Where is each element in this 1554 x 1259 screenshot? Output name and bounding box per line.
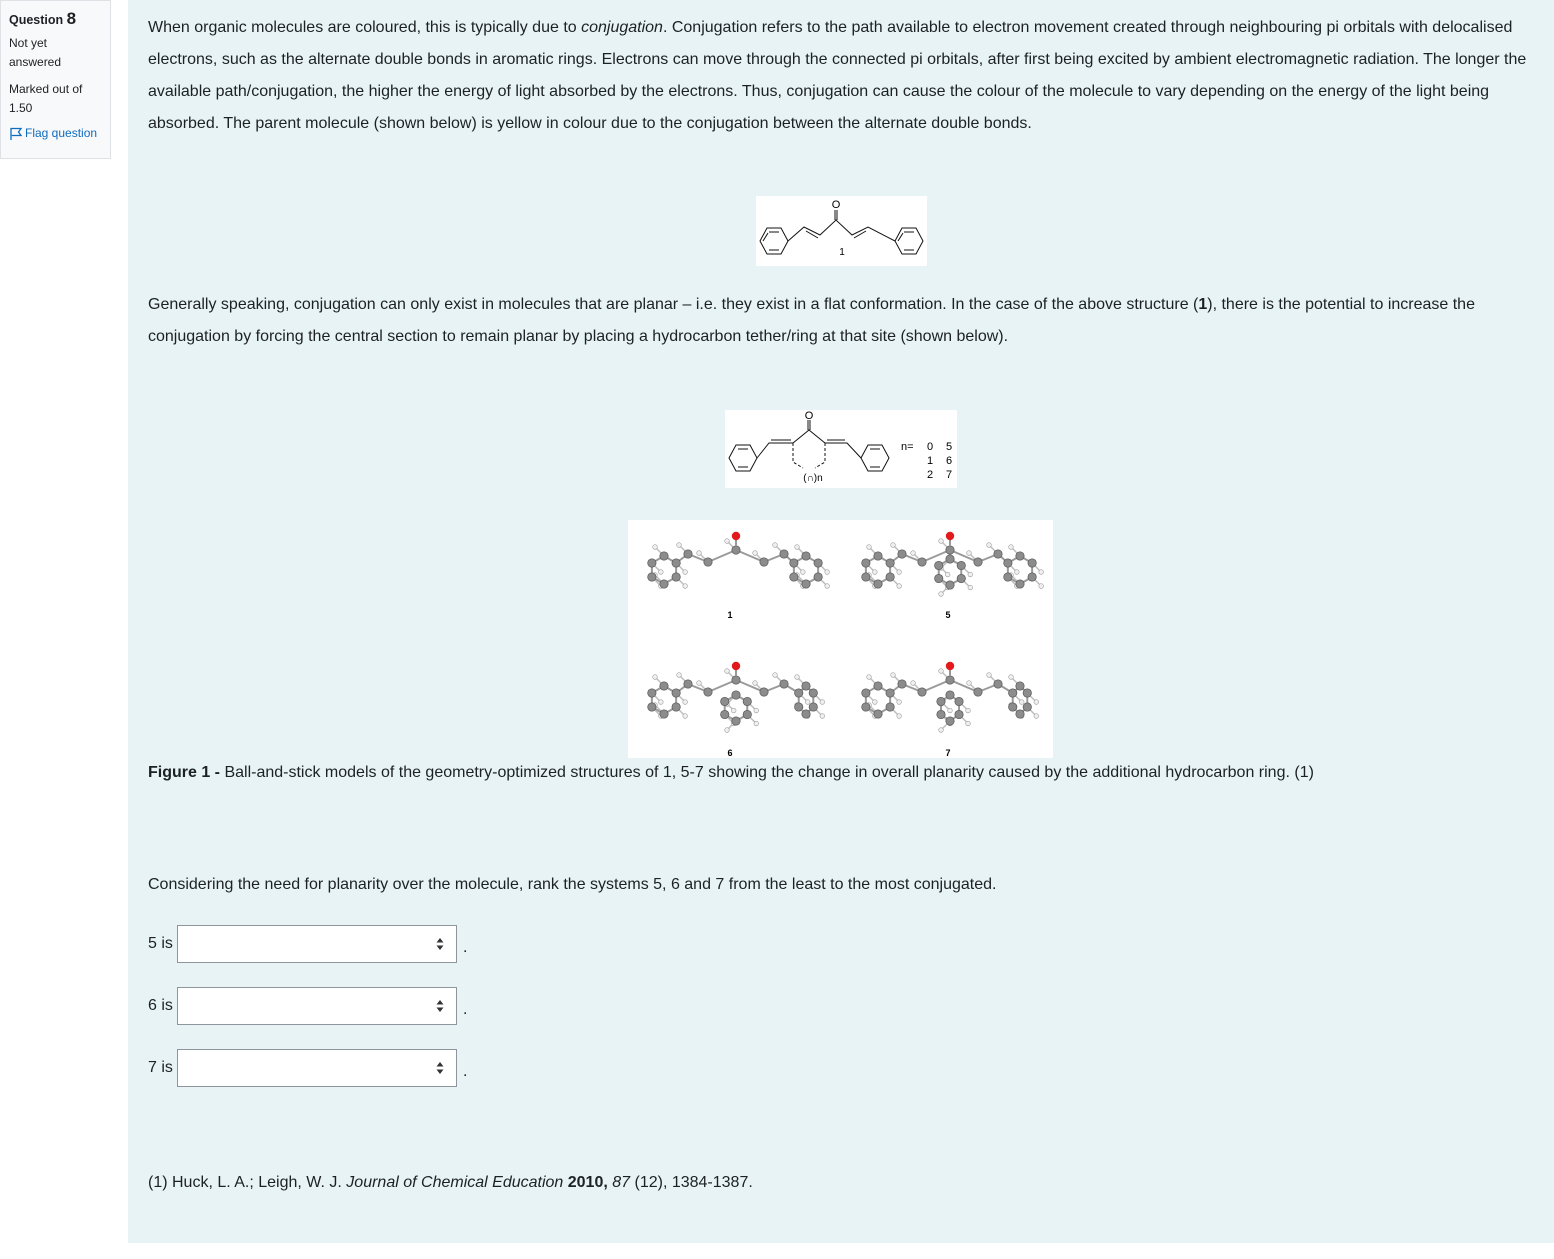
hydrogen-atom (683, 700, 688, 705)
hydrogen-atom (753, 681, 758, 686)
question-state: Not yet answered (9, 36, 62, 69)
hydrogen-atom (966, 721, 971, 726)
planarity-paragraph: Generally speaking, conjugation can only exist in molecules that are planar – i.e. they exist in a flat conformation. In the case of the above structure (1), there is the potential to increase the conjugation by forcing the central section to remain planar by placing a hydrocarbon tether/ring at that site (shown below). (148, 296, 1475, 345)
model-label: 5 (945, 610, 951, 620)
carbon-atom (672, 573, 680, 581)
hydrogen-atom (805, 700, 810, 705)
hydrogen-atom (897, 700, 902, 705)
carbon-atom (1016, 580, 1024, 588)
carbon-atom (946, 676, 954, 684)
carbon-atom (1016, 710, 1024, 718)
carbon-atom (732, 691, 740, 699)
carbon-atom (660, 710, 668, 718)
hydrogen-atom (795, 545, 800, 550)
carbon-atom (795, 689, 803, 697)
carbon-atom (898, 550, 906, 558)
answer-select-5[interactable] (177, 925, 457, 963)
hydrogen-atom (897, 570, 902, 575)
molecule-model (862, 662, 1039, 733)
carbon-atom (874, 580, 882, 588)
answer-select-7[interactable] (177, 1049, 457, 1087)
carbon-atom (660, 580, 668, 588)
hydrogen-atom (968, 572, 973, 577)
hydrogen-atom (939, 669, 944, 674)
carbon-atom (814, 573, 822, 581)
carbon-atom (648, 573, 656, 581)
oxygen-atom-label: O (804, 410, 814, 422)
answer-row: 5 is . (148, 925, 467, 963)
oxygen-atom (946, 532, 954, 540)
carbon-atom (760, 688, 768, 696)
carbon-atom (780, 680, 788, 688)
hydrogen-atom (773, 543, 778, 548)
hydrogen-atom (1034, 700, 1039, 705)
model-label: 6 (727, 748, 733, 758)
carbon-atom (957, 574, 965, 582)
hydrogen-atom (897, 584, 902, 589)
carbon-atom (672, 689, 680, 697)
question-number: Question 8 (9, 9, 77, 28)
carbon-atom (721, 710, 729, 718)
hydrogen-atom (659, 570, 664, 575)
tethered-molecule-structure (725, 410, 957, 488)
hydrogen-atom (825, 570, 830, 575)
molecule-model (648, 532, 830, 589)
hydrogen-atom (697, 681, 702, 686)
hydrogen-atom (948, 708, 953, 713)
carbon-atom (946, 546, 954, 554)
carbon-atom (955, 697, 963, 705)
carbon-atom (790, 573, 798, 581)
carbon-atom (809, 703, 817, 711)
hydrogen-atom (987, 673, 992, 678)
answer-label: 6 is (148, 997, 173, 1014)
hydrogen-atom (911, 681, 916, 686)
carbon-atom (955, 710, 963, 718)
carbon-atom (937, 697, 945, 705)
carbon-atom (809, 689, 817, 697)
carbon-atom (874, 710, 882, 718)
select-arrows-icon (436, 1061, 444, 1075)
hydrogen-atom (677, 543, 682, 548)
carbon-atom (1016, 552, 1024, 560)
intro-paragraph: When organic molecules are coloured, this is typically due to conjugation. Conjugation refers to the path available to electron movement created through neighbouring pi orbitals with delocalised electrons, such as the alternate double bonds in aromatic rings. Electrons can move through the connected pi orbitals, after first being excited by ambient electromagnetic radiation. The longer the available path/conjugation, the higher the energy of light absorbed by the electrons. Thus, conjugation can cause the colour of the molecule to vary depending on the energy of the light being absorbed. The parent molecule (shown below) is yellow in colour due to the conjugation between the alternate double bonds. (148, 19, 1527, 132)
hydrogen-atom (967, 551, 972, 556)
hydrogen-atom (939, 728, 944, 733)
hydrogen-atom (945, 572, 950, 577)
carbon-atom (862, 559, 870, 567)
n-value: 2 (926, 469, 934, 481)
carbon-atom (1009, 689, 1017, 697)
carbon-atom (886, 573, 894, 581)
hydrogen-atom (1009, 545, 1014, 550)
hydrogen-atom (725, 539, 730, 544)
hydrogen-atom (987, 543, 992, 548)
hydrogen-atom (773, 673, 778, 678)
carbon-atom (862, 703, 870, 711)
carbon-atom (1004, 559, 1012, 567)
answer-row: 6 is . (148, 987, 467, 1025)
carbon-atom (704, 558, 712, 566)
hydrogen-atom (873, 700, 878, 705)
hydrogen-atom (820, 700, 825, 705)
hydrogen-atom (820, 714, 825, 719)
reference-citation: (1) Huck, L. A.; Leigh, W. J. Journal of Chemical Education 2010, 87 (12), 1384-1387. (148, 1174, 753, 1191)
carbon-atom (886, 689, 894, 697)
carbon-atom (1016, 682, 1024, 690)
hydrogen-atom (725, 669, 730, 674)
carbon-atom (790, 559, 798, 567)
carbon-atom (937, 710, 945, 718)
carbon-atom (886, 703, 894, 711)
carbon-atom (946, 581, 954, 589)
carbon-atom (946, 555, 954, 563)
carbon-atom (994, 550, 1002, 558)
carbon-atom (1028, 573, 1036, 581)
question-grade: Marked out of 1.50 (9, 82, 83, 115)
carbon-atom (660, 552, 668, 560)
hydrogen-atom (825, 584, 830, 589)
hydrogen-atom (1034, 714, 1039, 719)
carbon-atom (1028, 559, 1036, 567)
n-label: n= (901, 441, 914, 453)
hydrogen-atom (725, 728, 730, 733)
select-arrows-icon (436, 999, 444, 1013)
carbon-atom (760, 558, 768, 566)
question-content (128, 0, 1554, 1243)
carbon-atom (946, 717, 954, 725)
carbon-atom (721, 697, 729, 705)
hydrogen-atom (754, 721, 759, 726)
hydrogen-atom (891, 673, 896, 678)
carbon-atom (743, 710, 751, 718)
carbon-atom (935, 561, 943, 569)
carbon-atom (974, 688, 982, 696)
carbon-atom (862, 689, 870, 697)
n-compound-table (927, 441, 952, 481)
carbon-atom (648, 703, 656, 711)
carbon-atom (898, 680, 906, 688)
hydrogen-atom (873, 570, 878, 575)
hydrogen-atom (754, 708, 759, 713)
ring-size-label: (∩)n (803, 473, 823, 484)
hydrogen-atom (683, 714, 688, 719)
ball-and-stick-models (628, 520, 1053, 758)
carbon-atom (994, 680, 1002, 688)
molecule-model (862, 532, 1044, 597)
carbon-atom (935, 574, 943, 582)
compound-number: 7 (945, 469, 953, 481)
oxygen-atom-label: O (831, 199, 841, 211)
carbon-atom (660, 682, 668, 690)
carbon-atom (648, 559, 656, 567)
hydrogen-atom (659, 700, 664, 705)
carbon-atom (1004, 573, 1012, 581)
hydrogen-atom (801, 570, 806, 575)
carbon-atom (886, 559, 894, 567)
carbon-atom (802, 710, 810, 718)
hydrogen-atom (1039, 570, 1044, 575)
conjugation-term: conjugation (581, 19, 663, 36)
carbon-atom (918, 558, 926, 566)
carbon-atom (862, 573, 870, 581)
hydrogen-atom (1009, 675, 1014, 680)
hydrogen-atom (867, 545, 872, 550)
answer-select-6[interactable] (177, 987, 457, 1025)
carbon-atom (802, 682, 810, 690)
hydrogen-atom (677, 673, 682, 678)
carbon-atom (684, 550, 692, 558)
hydrogen-atom (683, 584, 688, 589)
tethered-molecule-figure (725, 410, 957, 488)
carbon-atom (795, 703, 803, 711)
carbon-atom (802, 580, 810, 588)
parent-molecule-figure (756, 196, 927, 266)
hydrogen-atom (653, 545, 658, 550)
flag-icon (9, 127, 23, 141)
carbon-atom (672, 559, 680, 567)
flag-question-label: Flag question (25, 126, 98, 140)
carbon-atom (802, 552, 810, 560)
carbon-atom (1009, 703, 1017, 711)
oxygen-atom (732, 662, 740, 670)
question-text: Considering the need for planarity over the molecule, rank the systems 5, 6 and 7 from the least to the most conjugated. (148, 876, 997, 893)
model-label: 1 (727, 610, 733, 620)
hydrogen-atom (1019, 700, 1024, 705)
carbon-atom (672, 703, 680, 711)
carbon-atom (780, 550, 788, 558)
carbon-atom (648, 689, 656, 697)
hydrogen-atom (911, 551, 916, 556)
hydrogen-atom (891, 543, 896, 548)
carbon-atom (957, 561, 965, 569)
carbon-atom (814, 559, 822, 567)
hydrogen-atom (1039, 584, 1044, 589)
carbon-atom (743, 697, 751, 705)
hydrogen-atom (1015, 570, 1020, 575)
carbon-atom (684, 680, 692, 688)
hydrogen-atom (795, 675, 800, 680)
answer-label: 7 is (148, 1059, 173, 1076)
ball-and-stick-figure (628, 520, 1053, 758)
carbon-atom (732, 717, 740, 725)
n-value: 0 (926, 441, 934, 453)
carbon-atom (704, 688, 712, 696)
carbon-atom (1023, 703, 1031, 711)
select-arrows-icon (436, 937, 444, 951)
hydrogen-atom (897, 714, 902, 719)
model-label: 7 (945, 748, 951, 758)
compound-number: 6 (945, 455, 953, 467)
compound-number: 5 (945, 441, 953, 453)
hydrogen-atom (753, 551, 758, 556)
figure-caption: Figure 1 - Ball-and-stick models of the geometry-optimized structures of 1, 5-7 showing the change in overall planarity caused by the additional hydrocarbon ring. (1) (148, 764, 1314, 781)
oxygen-atom (946, 662, 954, 670)
hydrogen-atom (939, 539, 944, 544)
carbon-atom (918, 688, 926, 696)
hydrogen-atom (653, 675, 658, 680)
hydrogen-atom (683, 570, 688, 575)
molecule-model (648, 662, 825, 733)
carbon-atom (874, 552, 882, 560)
hydrogen-atom (731, 708, 736, 713)
answer-label: 5 is (148, 935, 173, 952)
carbon-atom (1023, 689, 1031, 697)
hydrogen-atom (967, 681, 972, 686)
carbon-atom (732, 546, 740, 554)
carbon-atom (874, 682, 882, 690)
hydrogen-atom (867, 675, 872, 680)
n-value: 1 (926, 455, 934, 467)
hydrogen-atom (697, 551, 702, 556)
hydrogen-atom (968, 585, 973, 590)
oxygen-atom (732, 532, 740, 540)
question-info-panel (0, 0, 111, 159)
hydrogen-atom (939, 592, 944, 597)
carbon-atom (974, 558, 982, 566)
answer-row: 7 is . (148, 1049, 467, 1087)
hydrogen-atom (966, 708, 971, 713)
parent-molecule-structure (756, 196, 927, 266)
compound-label: 1 (839, 247, 845, 258)
flag-question-link[interactable] (9, 124, 102, 143)
carbon-atom (732, 676, 740, 684)
carbon-atom (946, 691, 954, 699)
